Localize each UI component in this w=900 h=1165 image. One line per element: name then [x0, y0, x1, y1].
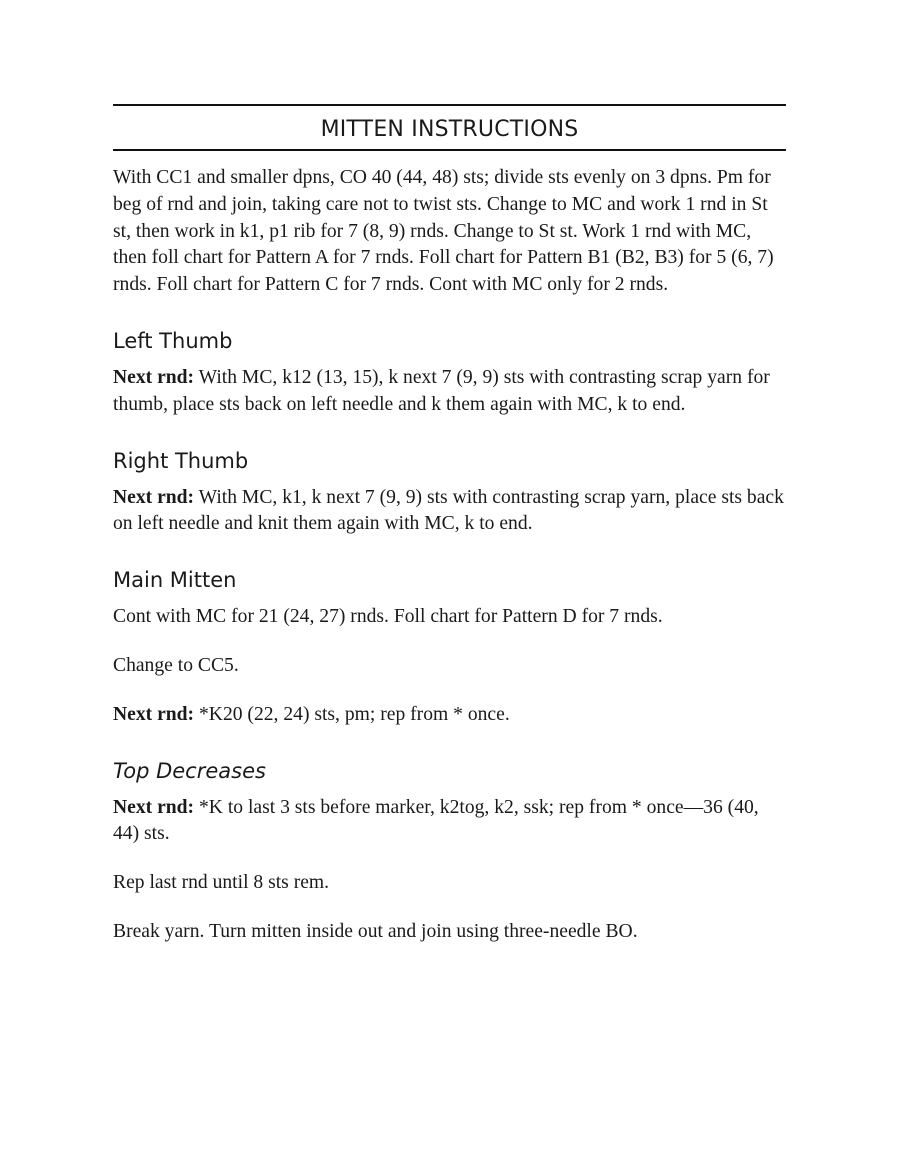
main-mitten-paragraph-1: Cont with MC for 21 (24, 27) rnds. Foll chart for Pattern D for 7 rnds. [113, 606, 663, 628]
main-mitten-paragraph-3 [113, 702, 786, 729]
left-thumb-label: Next rnd: [113, 366, 195, 388]
right-thumb-paragraph [113, 485, 786, 539]
top-decreases-paragraph-2: Rep last rnd until 8 sts rem. [113, 872, 330, 894]
section-title: MITTEN INSTRUCTIONS [320, 117, 579, 142]
top-decreases-paragraph-3: Break yarn. Turn mitten inside out and join using three-needle BO. [113, 920, 638, 942]
main-mitten-label: Next rnd: [113, 703, 195, 725]
main-mitten-text: *K20 (22, 24) sts, pm; rep from * once. [194, 703, 510, 725]
left-thumb-heading: Left Thumb [113, 328, 233, 353]
right-thumb-label: Next rnd: [113, 486, 195, 508]
bottom-rule [113, 149, 786, 151]
top-decreases-heading: Top Decreases [113, 758, 266, 783]
document-page [113, 104, 786, 946]
right-thumb-heading: Right Thumb [113, 448, 249, 473]
top-decreases-text: *K to last 3 sts before marker, k2tog, k2, ssk; rep from * once—36 (40, 44) sts. [113, 796, 759, 845]
top-decreases-paragraph-1 [113, 795, 786, 849]
left-thumb-text: With MC, k12 (13, 15), k next 7 (9, 9) sts with contrasting scrap yarn for thumb, place sts back on left needle and k them again with MC, k to end. [113, 366, 770, 415]
intro-paragraph: With CC1 and smaller dpns, CO 40 (44, 48) sts; divide sts evenly on 3 dpns. Pm for beg of rnd and join, taking care not to twist sts. Change to MC and work 1 rnd in St st, then work in k1, p1 rib for 7 (8, 9) rnds. Change to St st. Work 1 rnd with MC, then foll chart for Pattern A for 7 rnds. Foll chart for Pattern B1 (B2, B3) for 5 (6, 7) rnds. Foll chart for Pattern C for 7 rnds. Cont with MC only for 2 rnds. [113, 167, 774, 296]
top-decreases-label: Next rnd: [113, 796, 195, 818]
left-thumb-paragraph [113, 365, 786, 419]
main-mitten-heading: Main Mitten [113, 568, 237, 593]
main-mitten-paragraph-2: Change to CC5. [113, 654, 239, 676]
right-thumb-text: With MC, k1, k next 7 (9, 9) sts with contrasting scrap yarn, place sts back on left needle and knit them again with MC, k to end. [113, 486, 784, 535]
